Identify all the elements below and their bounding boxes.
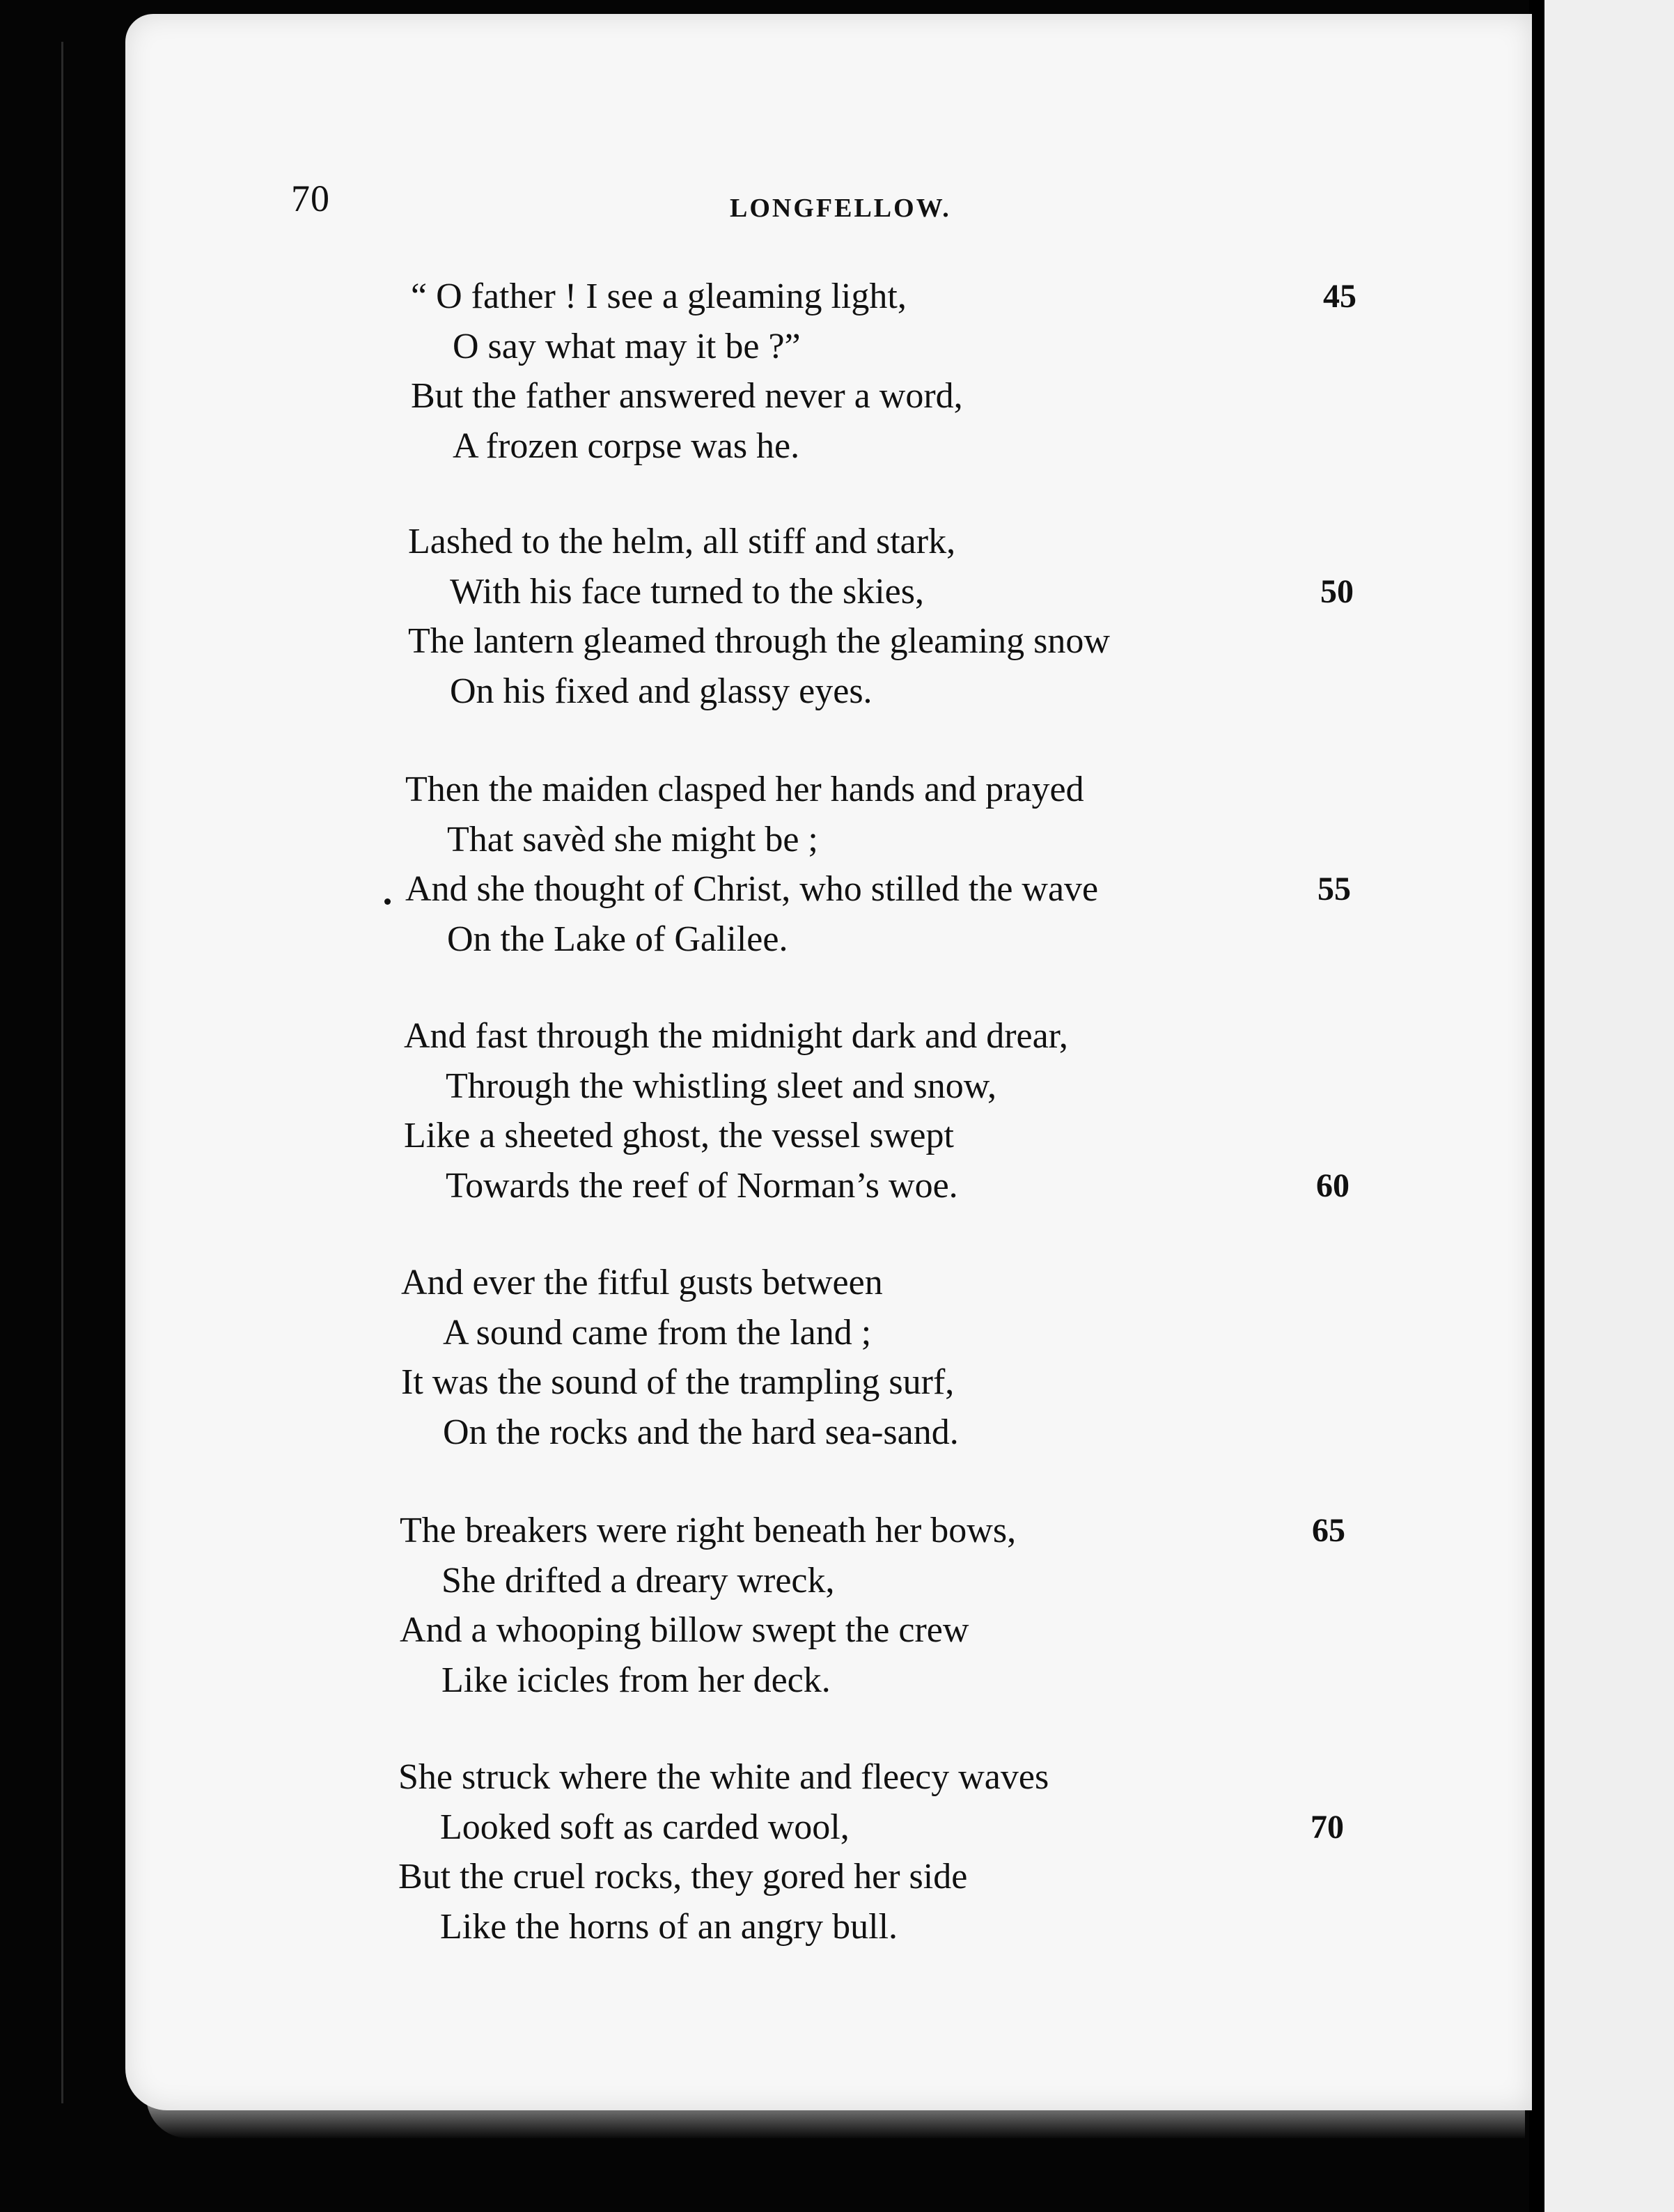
poem-line: And fast through the midnight dark and drear, — [404, 1016, 1068, 1056]
poem-line: She struck where the white and fleecy waves — [398, 1757, 1049, 1797]
poem-line: A frozen corpse was he. — [453, 426, 800, 466]
poem-line: O say what may it be ?” — [453, 327, 801, 366]
binding-edge — [61, 42, 63, 2103]
poem-line: It was the sound of the trampling surf, — [401, 1362, 955, 1402]
poem-line: On the rocks and the hard sea-sand. — [443, 1412, 959, 1452]
poem-line: She drifted a dreary wreck, — [441, 1561, 835, 1600]
poem-line: The lantern gleamed through the gleaming snow — [408, 621, 1110, 661]
poem-line: “ O father ! I see a gleaming light, — [411, 276, 907, 316]
line-number: 70 — [1311, 1809, 1344, 1846]
poem-line: Towards the reef of Norman’s woe. — [446, 1166, 958, 1206]
poem-line: A sound came from the land ; — [443, 1313, 872, 1353]
poem-line: Lashed to the helm, all stiff and stark, — [408, 522, 956, 561]
facing-page-edge — [1544, 0, 1674, 2212]
poem-line: But the father answered never a word, — [411, 376, 963, 416]
line-number: 45 — [1323, 278, 1356, 315]
line-number: 65 — [1312, 1512, 1345, 1549]
line-number: 55 — [1317, 871, 1351, 908]
poem-line: Looked soft as carded wool, — [440, 1807, 850, 1847]
poem-line: And ever the fitful gusts between — [401, 1263, 883, 1302]
poem-line: Then the maiden clasped her hands and prayed — [405, 770, 1084, 809]
poem-line: Like icicles from her deck. — [441, 1660, 831, 1700]
poem-line: And a whooping billow swept the crew — [400, 1610, 969, 1650]
poem-line: With his face turned to the skies, — [450, 572, 924, 612]
poem-line: But the cruel rocks, they gored her side — [398, 1857, 968, 1896]
page-number: 70 — [291, 178, 330, 219]
poem-line: Like the horns of an angry bull. — [440, 1907, 898, 1947]
poem-line: The breakers were right beneath her bows, — [400, 1511, 1017, 1550]
margin-mark — [384, 898, 391, 905]
poem-line: On the Lake of Galilee. — [447, 919, 788, 959]
running-head: LONGFELLOW. — [730, 194, 951, 223]
line-number: 50 — [1320, 573, 1354, 610]
poem-line: Through the whistling sleet and snow, — [446, 1066, 996, 1106]
poem-line: That savèd she might be ; — [447, 820, 818, 859]
poem-line: Like a sheeted ghost, the vessel swept — [404, 1116, 954, 1155]
poem-line: On his fixed and glassy eyes. — [450, 671, 873, 711]
line-number: 60 — [1316, 1167, 1350, 1204]
poem-line: And she thought of Christ, who stilled the wave — [405, 869, 1099, 909]
